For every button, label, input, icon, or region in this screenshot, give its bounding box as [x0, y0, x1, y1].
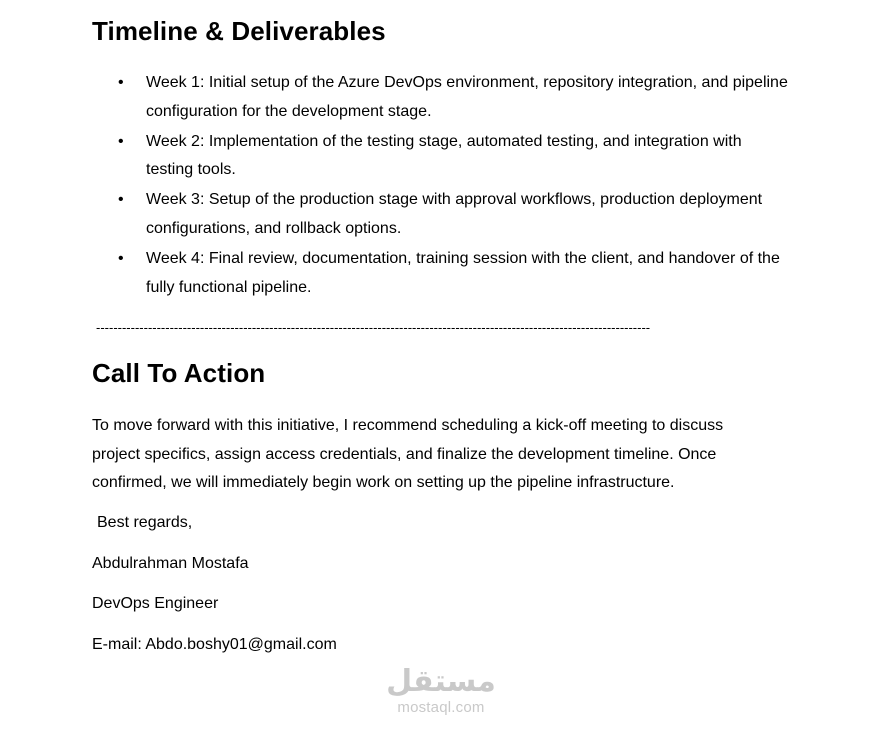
list-item-text: Week 3: Setup of the production stage with approval workflows, production deployment configurations, and rollback options.	[146, 191, 763, 237]
deliverables-list	[92, 69, 792, 303]
signature-role: DevOps Engineer	[92, 595, 219, 612]
mostaql-watermark-logo	[386, 664, 496, 720]
bullet-icon: •	[118, 191, 124, 209]
cta-paragraph: To move forward with this initiative, I recommend scheduling a kick-off meeting to discuss project specifics, assign access credentials, and finalize the development timeline. Once confirmed, we will immediately begin work on setting up the pipeline infrastructure.	[92, 417, 724, 492]
timeline-heading: Timeline & Deliverables	[92, 16, 386, 46]
list-item	[92, 186, 792, 244]
list-item	[92, 245, 792, 303]
list-item-text: Week 4: Final review, documentation, training session with the client, and handover of the fully functional pipeline.	[146, 249, 780, 296]
watermark-arabic-text: مستقل	[386, 664, 496, 699]
bullet-icon: •	[118, 74, 124, 91]
list-item-text: Week 2: Implementation of the testing stage, automated testing, and integration with testing tools.	[146, 132, 742, 179]
cta-heading: Call To Action	[92, 358, 266, 388]
closing-text: Best regards,	[97, 514, 193, 531]
dashed-divider: --------------------------------------------------------------------------------------------------------------------------------	[96, 320, 651, 335]
bullet-icon: •	[118, 249, 124, 267]
list-item-text: Week 1: Initial setup of the Azure DevOps environment, repository integration, and pipeline configuration for the development stage.	[146, 74, 788, 120]
watermark-latin-text: mostaql.com	[397, 699, 485, 716]
list-item	[92, 128, 792, 186]
signature-email: E-mail: Abdo.boshy01@gmail.com	[92, 636, 337, 653]
list-item	[92, 69, 792, 127]
bullet-icon: •	[118, 132, 124, 150]
signature-name: Abdulrahman Mostafa	[92, 555, 249, 572]
